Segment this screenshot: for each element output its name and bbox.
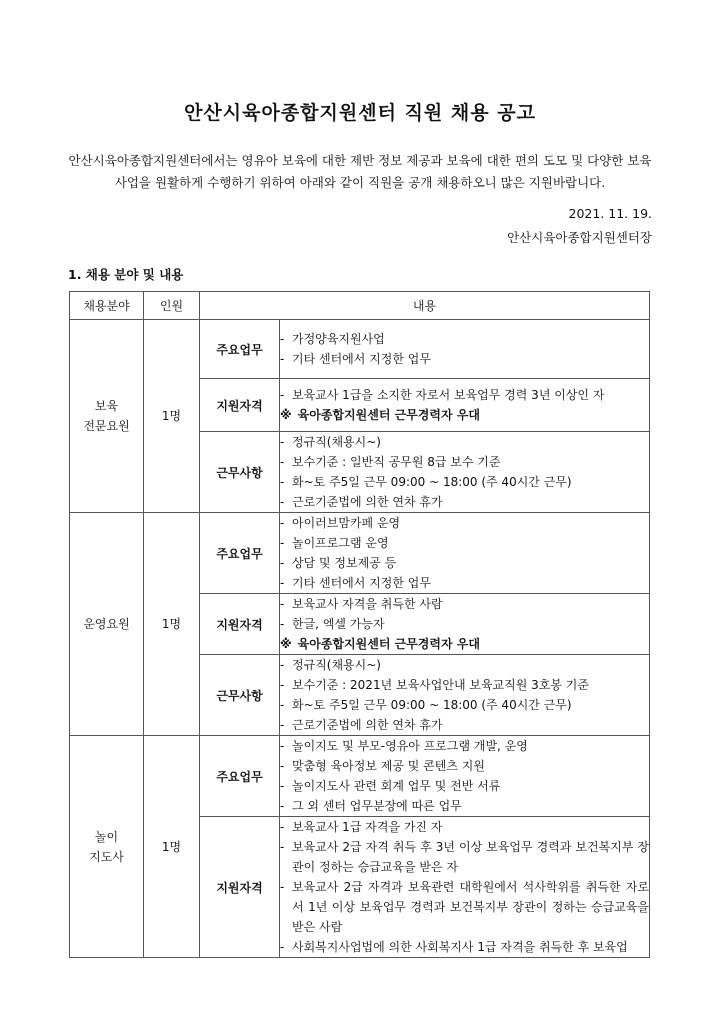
duties-content — [280, 320, 650, 379]
list-item: - 아이러브맘카페 운영 — [280, 516, 401, 530]
list-item: - 기타 센터에서 지정한 업무 — [280, 352, 431, 366]
table-row — [70, 320, 650, 379]
header-count: 인원 — [144, 292, 200, 320]
list-item: - 맞춤형 육아정보 제공 및 콘텐츠 지원 — [280, 759, 485, 773]
duties-content — [280, 736, 650, 817]
list-item: - 보수기준 : 일반직 공무원 8급 보수 기준 — [280, 455, 501, 469]
list-item: - 정규직(채용시~) — [280, 435, 381, 449]
list-item: - 사회복지사업법에 의한 사회복지사 1급 자격을 취득한 후 보육업 — [280, 940, 628, 954]
list-item: - 보육교사 1급을 소지한 자로서 보육업무 경력 3년 이상인 자 — [280, 388, 605, 402]
list-item: - 보육교사 1급 자격을 가진 자 — [280, 820, 443, 834]
list-item: - 보육교사 자격을 취득한 사람 — [280, 597, 443, 611]
conditions-label: 근무사항 — [200, 432, 280, 513]
qualification-label: 지원자격 — [200, 594, 280, 655]
table-row — [70, 736, 650, 817]
list-item: - 놀이지도사 관련 회계 업무 및 전반 서류 — [280, 779, 501, 793]
header-field: 채용분야 — [70, 292, 144, 320]
conditions-label: 근무사항 — [200, 655, 280, 736]
list-item: - 상담 및 정보제공 등 — [280, 556, 397, 570]
count-cell: 1명 — [144, 736, 200, 958]
conditions-content — [280, 432, 650, 513]
recruitment-table — [69, 291, 650, 958]
list-item: - 기타 센터에서 지정한 업무 — [280, 576, 431, 590]
table-row — [70, 513, 650, 594]
table-header-row — [70, 292, 650, 320]
qualification-content — [280, 379, 650, 432]
list-item: - 그 외 센터 업무분장에 따른 업무 — [280, 799, 462, 813]
list-item: - 화~토 주5일 근무 09:00 ~ 18:00 (주 40시간 근무) — [280, 475, 572, 489]
header-content: 내용 — [200, 292, 650, 320]
list-item: - 한글, 엑셀 가능자 — [280, 617, 385, 631]
count-cell: 1명 — [144, 513, 200, 736]
list-item: - 화~토 주5일 근무 09:00 ~ 18:00 (주 40시간 근무) — [280, 698, 572, 712]
list-item: - 보육교사 2급 자격과 보육관련 대학원에서 석사학위를 취득한 자로서 1년 이상 보육업무 경력과 보건복지부 장관이 정하는 승급교육을 받은 사람 — [280, 880, 649, 934]
intro-paragraph: 안산시육아종합지원센터에서는 영유아 보육에 대한 제반 정보 제공과 보육에 대한 편의 도모 및 다양한 보육사업을 원활하게 수행하기 위하여 아래와 같이 직원을 공개 채용하오니 많은 지원바랍니다. — [68, 153, 652, 190]
qualification-label: 지원자격 — [200, 379, 280, 432]
qualification-label: 지원자격 — [200, 817, 280, 958]
list-item: - 놀이지도 및 부모-영유아 프로그램 개발, 운영 — [280, 739, 528, 753]
field-cell: 운영요원 — [70, 513, 144, 736]
issuing-organization: 안산시육아종합지원센터장 — [507, 230, 652, 245]
conditions-content — [280, 655, 650, 736]
duties-label: 주요업무 — [200, 736, 280, 817]
list-item: - 근로기준법에 의한 연차 휴가 — [280, 495, 443, 509]
page-title: 안산시육아종합지원센터 직원 채용 공고 — [184, 102, 536, 124]
list-item: - 근로기준법에 의한 연차 휴가 — [280, 718, 443, 732]
duties-label: 주요업무 — [200, 513, 280, 594]
field-cell: 보육 전문요원 — [70, 320, 144, 513]
list-item: - 정규직(채용시~) — [280, 658, 381, 672]
list-item: - 보수기준 : 2021년 보육사업안내 보육교직원 3호봉 기준 — [280, 678, 589, 692]
preference-note: ※ 육아종합지원센터 근무경력자 우대 — [280, 637, 480, 651]
count-cell: 1명 — [144, 320, 200, 513]
list-item: - 가정양육지원사업 — [280, 332, 385, 346]
announcement-date: 2021. 11. 19. — [568, 206, 652, 221]
qualification-content — [280, 817, 650, 958]
list-item: - 놀이프로그램 운영 — [280, 536, 389, 550]
list-item: - 보육교사 2급 자격 취득 후 3년 이상 보육업무 경력과 보건복지부 장관이 정하는 승급교육을 받은 자 — [280, 840, 649, 874]
preference-note: ※ 육아종합지원센터 근무경력자 우대 — [280, 408, 480, 422]
duties-label: 주요업무 — [200, 320, 280, 379]
section-heading: 1. 채용 분야 및 내용 — [68, 267, 184, 282]
field-cell: 놀이 지도사 — [70, 736, 144, 958]
qualification-content — [280, 594, 650, 655]
duties-content — [280, 513, 650, 594]
